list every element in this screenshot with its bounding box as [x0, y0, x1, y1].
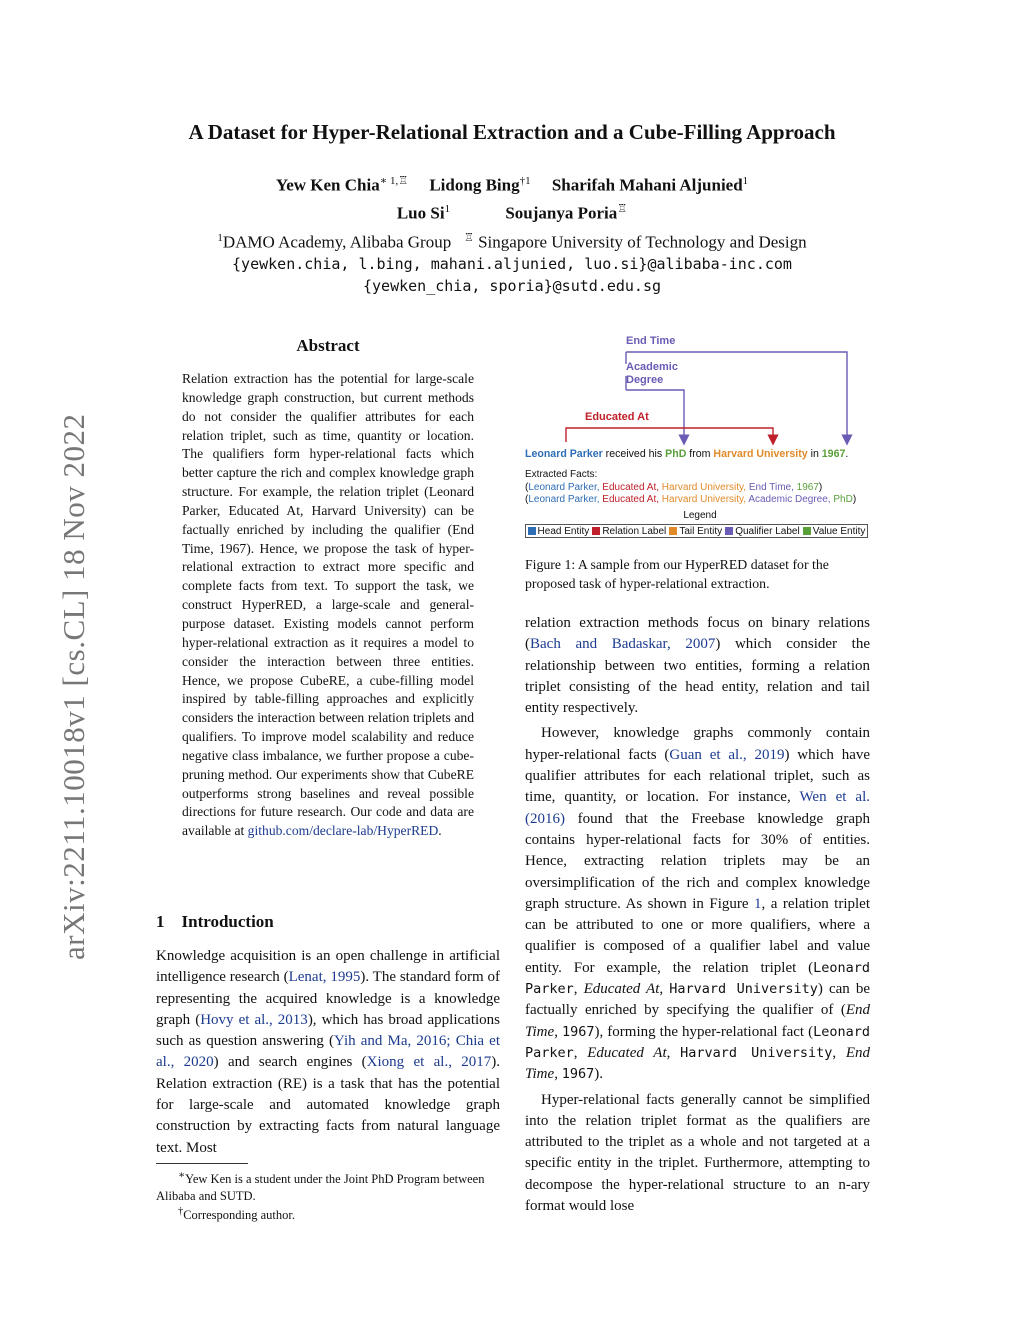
- sutd-icon: ♖: [398, 175, 409, 187]
- extracted-fact-1: (Leonard Parker, Educated At, Harvard University, End Time, 1967): [525, 482, 823, 493]
- sutd-icon: ♖: [617, 203, 628, 215]
- sutd-icon: ♖: [463, 232, 474, 244]
- author-name: Yew Ken Chia: [275, 175, 380, 195]
- author-name: Sharifah Mahani Aljunied: [551, 175, 743, 195]
- author-line-2: Luo Si$^1$ Soujanya Poria♖: [396, 203, 628, 223]
- figure-ref-link[interactable]: 1: [754, 895, 762, 912]
- citation-link[interactable]: Xiong et al., 2017: [366, 1054, 492, 1071]
- legend-item: Qualifier Label: [725, 526, 799, 537]
- abstract-body: Relation extraction has the potential for large-scale knowledge graph construction, but current methods do not consider the qualifier attributes for each relation triplet, such as time, quantity or location. The qualifiers form hyper-relational facts which better capture the rich and complex knowledge graph structure. For example, the relation triplet (Leonard Parker, Educated At, Harvard University) can be factually enriched by including the qualifier (End Time, 1967). Hence, we propose the task of hyper-relational extraction to extract more specific and complete facts from text. To support the task, we construct HyperRED, a large-scale and general-purpose dataset. Existing models cannot perform hyper-relational extraction as it requires a model to consider the interaction between three entities. Hence, we propose CubeRE, a cube-filling model inspired by table-filling approaches and explicitly considers the interaction between relation triplets and qualifiers. To improve model scalability and reduce negative class imbalance, we further propose a cube-pruning method. Our experiments show that CubeRE outperforms strong baselines and reveal possible directions for future research. Our code and data are available at github.com/declare-lab/HyperRED.: [182, 371, 474, 839]
- citation-link[interactable]: Guan et al., 2019: [669, 746, 785, 763]
- citation-link[interactable]: Hovy et al., 2013: [200, 1011, 308, 1028]
- email-line-2: {yewken_chia, sporia}@sutd.edu.sg: [362, 277, 661, 295]
- qualifier-label-degree: Degree: [626, 374, 664, 386]
- extracted-fact-2: (Leonard Parker, Educated At, Harvard University, Academic Degree, PhD): [525, 494, 857, 505]
- arxiv-identifier: arXiv:2211.10018v1 [cs.CL] 18 Nov 2022: [56, 413, 91, 960]
- citation-link[interactable]: Yih and Ma, 2016; Chia et al., 2020: [156, 1033, 500, 1071]
- citation-link[interactable]: Lenat, 1995: [288, 969, 361, 986]
- intro-right-column: relation extraction methods focus on binary relations (Bach and Badaskar, 2007) which consider the relationship between two entities, forming a relation triplet consisting of the head entity, relation and tail entity respectively. However, knowledge graphs commonly contain hyper-relational facts (Guan et al., 2019) which have qualifier attributes for each relational triplet, such as time, quantity, or location. For instance, Wen et al. (2016) found that the Freebase knowledge graph contains hyper-relational facts for 30% of entities. Hence, extracting relation triplets may be an oversimplification of the rich and complex knowledge graph structure. As shown in Figure 1, a relation triplet can be attributed to one or more qualifiers, where a qualifier is composed of a qualifier label and value entity. For example, the relation triplet (Leonard Parker, Educated At, Harvard University) can be factually enriched by specifying the qualifier of (End Time, 1967), forming the hyper-relational fact (Leonard Parker, Educated At, Harvard University, End Time, 1967). Hyper-relational facts generally cannot be simplified into the relation triplet format as the qualifiers are attributed to the triplet as a whole and not targeted at a specific entity in the triplet. Furthermore, attempting to decompose the hyper-relational structure to an n-ary format would lose: [525, 615, 871, 1215]
- author-name: Lidong Bing: [429, 175, 520, 195]
- affiliations: $^1$DAMO Academy, Alibaba Group ♖ Singapore University of Technology and Design: [217, 232, 807, 252]
- extracted-facts-label: Extracted Facts:: [525, 469, 598, 480]
- educated-at-arrow: [566, 428, 773, 442]
- abstract-heading: Abstract: [296, 336, 360, 355]
- figure-caption: Figure 1: A sample from our HyperRED dataset for the proposed task of hyper-relational extraction.: [525, 557, 829, 591]
- footnote-rule: [156, 1163, 248, 1164]
- author-name: Soujanya Poria: [505, 203, 618, 223]
- email-line-1: {yewken.chia, l.bing, mahani.aljunied, luo.si}@alibaba-inc.com: [232, 255, 792, 273]
- relation-label-educated-at: Educated At: [585, 411, 649, 423]
- legend-item: Value Entity: [803, 526, 866, 537]
- figure-legend: [525, 524, 868, 538]
- legend-item: Relation Label: [592, 526, 666, 537]
- intro-left-column: Knowledge acquisition is an open challenge in artificial intelligence research (Lenat, 1995). The standard form of representing the acquired knowledge is a knowledge graph (Hovy et al., 2013), which has broad applications such as question answering (Yih and Ma, 2016; Chia et al., 2020) and search engines (Xiong et al., 2017). Relation extraction (RE) is a task that has the potential for large-scale and automated knowledge graph construction by extracting facts from natural language text. Most: [156, 948, 501, 1156]
- sample-sentence: Leonard Parker received his PhD from Harvard University in 1967.: [525, 448, 849, 460]
- github-link[interactable]: github.com/declare-lab/HyperRED: [247, 823, 439, 839]
- qualifier-label-academic: Academic: [626, 361, 678, 373]
- citation-link[interactable]: Bach and Badaskar, 2007: [530, 636, 716, 653]
- legend-item: Head Entity: [528, 526, 590, 537]
- figure-1-diagram: [520, 330, 880, 520]
- author-name: Luo Si: [396, 203, 445, 223]
- section-heading: 1 Introduction: [156, 912, 274, 931]
- citation-link[interactable]: Wen et al. (2016): [525, 789, 870, 827]
- footnotes: ∗Yew Ken is a student under the Joint PhD Program between Alibaba and SUTD. †Corresponding author.: [156, 1170, 485, 1223]
- legend-title: Legend: [683, 510, 717, 520]
- qualifier-label-end-time: End Time: [626, 335, 676, 347]
- author-line-1: Yew Ken Chia$^{∗ 1,♖}$ Lidong Bing$^{\dagger 1}$ Sharifah Mahani Aljunied$^1$: [275, 175, 749, 195]
- legend-item: Tail Entity: [669, 526, 722, 537]
- paper-title: A Dataset for Hyper-Relational Extraction and a Cube-Filling Approach: [188, 120, 836, 144]
